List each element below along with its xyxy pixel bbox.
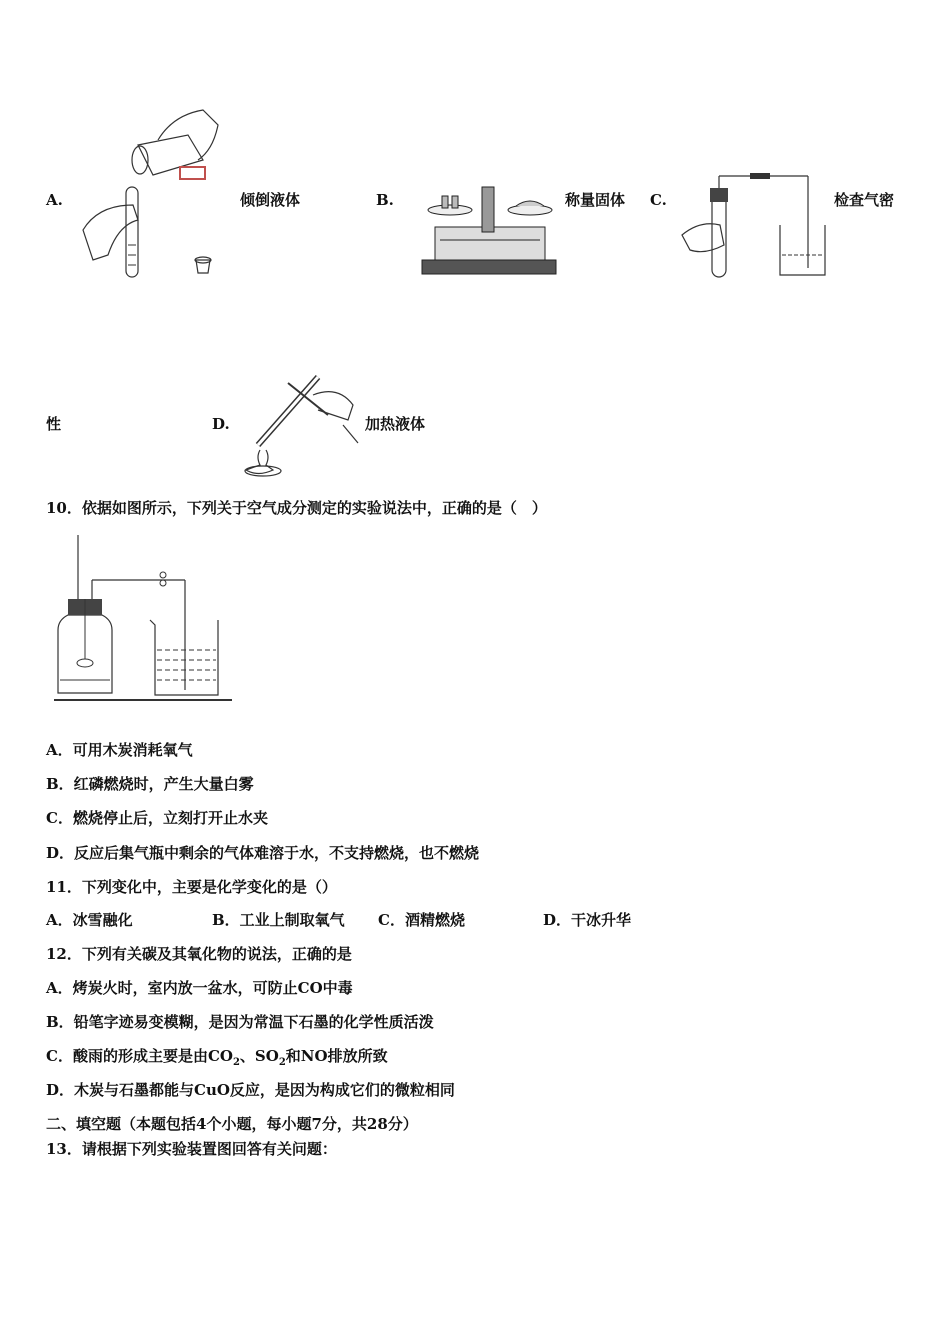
question-10-option-b: B．红磷燃烧时，产生大量白雾 [46, 775, 254, 793]
question-13-stem: 13．请根据下列实验装置图回答有关问题： [46, 1140, 337, 1158]
option-d-text: 加热液体 [365, 415, 426, 433]
question-11-stem: 11．下列变化中，主要是化学变化的是（） [46, 878, 337, 896]
airtightness-check-figure [680, 170, 830, 280]
question-11-option-c: C．酒精燃烧 [378, 911, 465, 929]
question-11-option-a: A．冰雪融化 [46, 911, 133, 929]
heating-liquid-figure [238, 365, 363, 480]
question-12-option-d: D．木炭与石墨都能与CuO反应，是因为构成它们的微粒相同 [46, 1081, 455, 1099]
question-12-option-b: B．铅笔字迹易变模糊，是因为常温下石墨的化学性质活泼 [46, 1013, 434, 1031]
option-b-label: B. [376, 191, 394, 209]
question-12-option-a: A．烤炭火时，室内放一盆水，可防止CO中毒 [46, 979, 353, 997]
option-a-text: 倾倒液体 [240, 191, 301, 209]
air-composition-apparatus-figure [50, 535, 235, 705]
question-10-option-d: D．反应后集气瓶中剩余的气体难溶于水，不支持燃烧，也不燃烧 [46, 844, 480, 862]
question-10-option-c: C．燃烧停止后，立刻打开止水夹 [46, 809, 268, 827]
option-d-label: D. [212, 415, 230, 433]
question-11-option-d: D．干冰升华 [543, 911, 632, 929]
option-b-text: 称量固体 [565, 191, 626, 209]
option-c-label: C. [650, 191, 667, 209]
question-10-stem: 10．依据如图所示，下列关于空气成分测定的实验说法中，正确的是（ ） [46, 499, 547, 517]
option-a-label: A. [46, 191, 63, 209]
question-11-option-b: B．工业上制取氧气 [212, 911, 345, 929]
option-c-text: 检查气密 [834, 191, 895, 209]
question-12-stem: 12．下列有关碳及其氧化物的说法，正确的是 [46, 945, 352, 963]
option-c-text-continued: 性 [46, 415, 62, 433]
balance-figure [420, 182, 560, 277]
question-10-option-a: A．可用木炭消耗氧气 [46, 741, 193, 759]
question-12-option-c: C．酸雨的形成主要是由$CO_2$、$SO_2$和NO排放所致 [46, 1047, 388, 1068]
pouring-liquid-figure [78, 105, 228, 285]
section-2-heading: 二、填空题（本题包括4个小题，每小题7分，共28分） [46, 1115, 418, 1133]
